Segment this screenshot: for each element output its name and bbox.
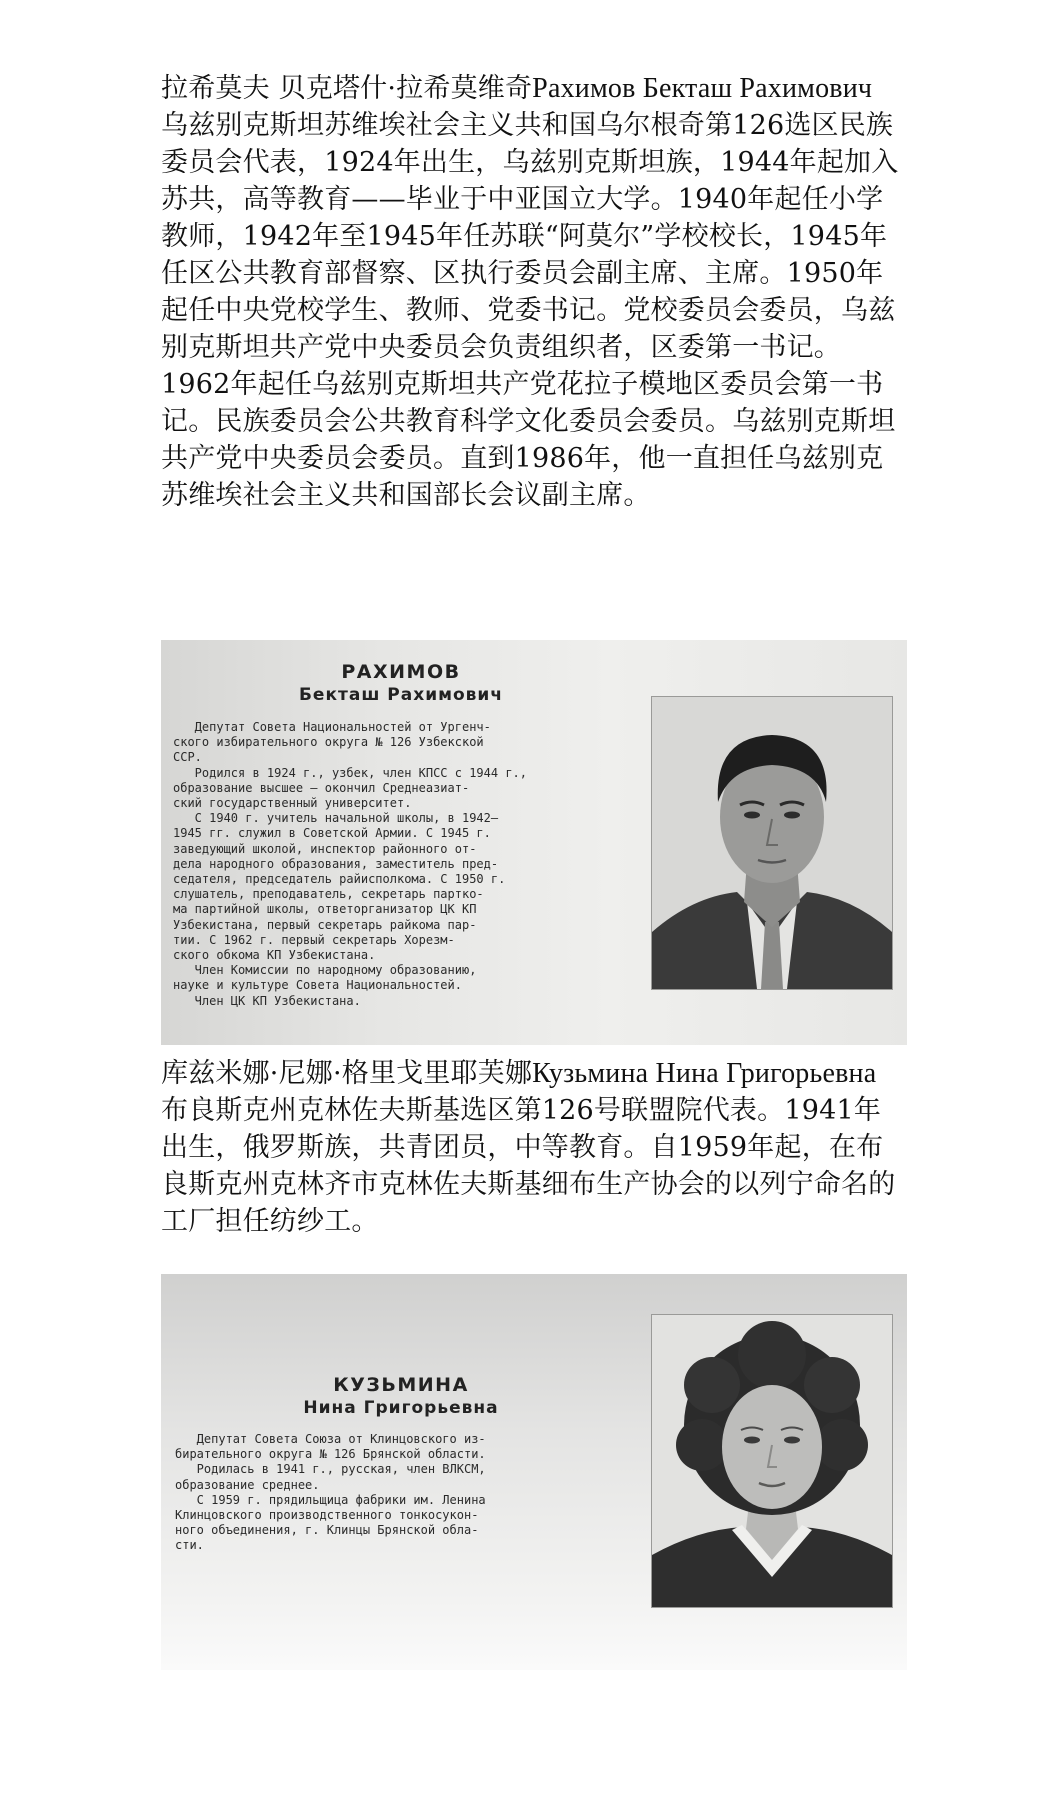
scan-text-line: Депутат Совета Союза от Клинцовского из- xyxy=(175,1432,486,1446)
entry2-scan-firstnames: Нина Григорьевна xyxy=(303,1398,499,1418)
entry1-portrait-photo xyxy=(651,696,893,990)
scan-text-line: Член ЦК КП Узбекистана. xyxy=(173,993,361,1008)
entry1-text xyxy=(161,70,907,514)
entry1-paragraph: 乌兹别克斯坦苏维埃社会主义共和国乌尔根奇第126选区民族委员会代表，1924年出生，乌兹别克斯坦族，1944年起加入苏共，高等教育——毕业于中亚国立大学。1940年起任小学教师，1942年至1945年任苏联“阿莫尔”学校校长，1945年任区公共教育部督察、区执行委员会副主席、主席。1950年起任中央党校学生、教师、党委书记。党校委员会委员，乌兹别克斯坦共产党中央委员会负责组织者，区委第一书记。1962年起任乌兹别克斯坦共产党花拉子模地区委员会第一书记。民族委员会公共教育科学文化委员会委员。乌兹别克斯坦共产党中央委员会委员。直到1986年，他一直担任乌兹别克苏维埃社会主义共和国部长会议副主席。 xyxy=(161,110,899,511)
scan-text-line: Клинцовского производственного тонкосукон- xyxy=(175,1508,479,1523)
entry2-scan-image xyxy=(161,1274,907,1670)
scan-text-line: Член Комиссии по народному образованию, xyxy=(173,963,477,978)
scan-text-line: слушатель, преподаватель, секретарь партко- xyxy=(173,887,484,902)
scan-text-line: тии. С 1962 г. первый секретарь Хорезм- xyxy=(173,932,455,947)
scan-text-line: сти. xyxy=(175,1538,204,1553)
entry1-scan-firstnames: Бекташ Рахимович xyxy=(298,685,504,705)
scan-text-line: ского обкома КП Узбекистана. xyxy=(173,948,376,963)
entry2-scan-body xyxy=(175,1432,486,1554)
scan-text-line: Узбекистана, первый секретарь райкома пар- xyxy=(173,917,477,932)
scan-text-line: ного объединения, г. Клинцы Брянской обла- xyxy=(175,1523,479,1538)
entry1-scan-body xyxy=(173,720,527,1009)
entry2-name-zh: 库兹米娜·尼娜·格里戈里耶芙娜 xyxy=(161,1058,533,1089)
entry1-name-ru: Рахимов Бекташ Рахимович xyxy=(532,73,873,104)
scan-text-line: ского избирательного округа № 126 Узбекской xyxy=(173,735,484,750)
scan-text-line: дела народного образования, заместитель пред- xyxy=(173,856,499,871)
scan-text-line: науке и культуре Совета Национальностей. xyxy=(173,978,462,993)
entry1-name xyxy=(161,70,907,107)
entry1-scan-image xyxy=(161,640,907,1045)
scan-text-line: С 1959 г. прядильщица фабрики им. Ленина xyxy=(175,1492,486,1507)
entry1-name-zh: 拉希莫夫 贝克塔什·拉希莫维奇 xyxy=(161,73,533,104)
scan-text-line: С 1940 г. учитель начальной школы, в 1942— xyxy=(173,811,499,826)
scan-text-line: ский государственный университет. xyxy=(173,796,412,811)
scan-text-line: Родился в 1924 г., узбек, член КПСС с 1944 г., xyxy=(173,765,528,780)
scan-text-line: бирательного округа № 126 Брянской области. xyxy=(175,1447,486,1462)
entry1-scan-surname: РАХИМОВ xyxy=(341,661,461,683)
scan-text-line: 1945 гг. служил в Советской Армии. С 1945 г. xyxy=(173,826,491,841)
entry2-paragraph: 布良斯克州克林佐夫斯基选区第126号联盟院代表。1941年出生，俄罗斯族，共青团员，中等教育。自1959年起，在布良斯克州克林齐市克林佐夫斯基细布生产协会的以列宁命名的工厂担任纺纱工。 xyxy=(161,1095,896,1237)
scan-text-line: ССР. xyxy=(173,750,202,765)
scan-text-line: образование высшее — окончил Среднеазиат- xyxy=(173,780,470,795)
entry2-name-ru: Кузьмина Нина Григорьевна xyxy=(532,1058,877,1089)
entry2-name xyxy=(161,1055,907,1092)
scan-text-line: образование среднее. xyxy=(175,1477,320,1492)
scan-text-line: ма партийной школы, ответорганизатор ЦК КП xyxy=(173,902,477,917)
scan-text-line: Родилась в 1941 г., русская, член ВЛКСМ, xyxy=(175,1462,486,1477)
entry2-scan-surname: КУЗЬМИНА xyxy=(333,1374,469,1396)
scan-text-line: седателя, председатель райисполкома. С 1950 г. xyxy=(173,872,506,887)
entry2-portrait-photo xyxy=(651,1314,893,1608)
entry2-text xyxy=(161,1055,907,1240)
scan-text-line: Депутат Совета Национальностей от Ургенч- xyxy=(173,720,491,734)
scan-text-line: заведующий школой, инспектор районного от- xyxy=(173,841,477,856)
